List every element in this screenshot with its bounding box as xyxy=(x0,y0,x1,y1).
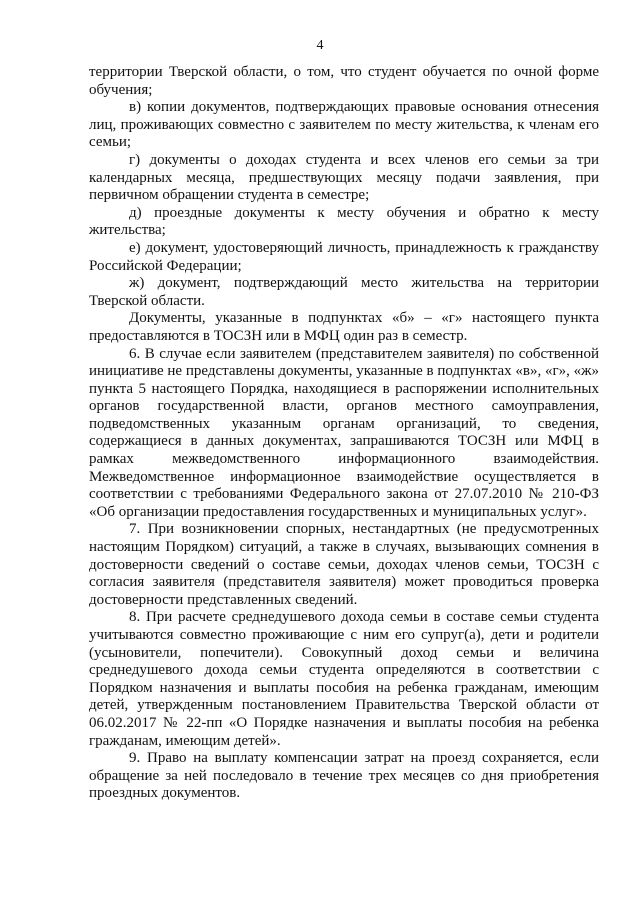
paragraph-clause-6: 6. В случае если заявителем (представителем заявителя) по собственной инициативе не представлены документы, указанные в подпунктах «в», «г», «ж» пункта 5 настоящего Порядка, находящиеся в распоряжении исполнительных органов государственной власти, органов местного самоуправления, подведомственных указанным органам организаций, то сведения, содержащиеся в данных документах, запрашиваются ТОСЗН или МФЦ в рамках межведомственного информационного взаимодействия. Межведомственное информационное взаимодействие осуществляется в соответствии с требованиями Федерального закона от 27.07.2010 № 210-ФЗ «Об организации предоставления государственных и муниципальных услуг». xyxy=(89,345,599,520)
paragraph-clause-9: 9. Право на выплату компенсации затрат на проезд сохраняется, если обращение за ней последовало в течение трех месяцев со дня приобретения проездных документов. xyxy=(89,750,599,802)
paragraph-clause-7: 7. При возникновении спорных, нестандартных (не предусмотренных настоящим Порядком) ситуаций, а также в случаях, вызывающих сомнения в достоверности сведений о составе семьи, доходах членов семьи, ТОСЗН с согласия заявителя (представителя заявителя) может проводиться проверка достоверности представленных сведений. xyxy=(89,521,599,608)
document-body xyxy=(89,64,599,803)
paragraph-item-e: е) документ, удостоверяющий личность, принадлежность к гражданству Российской Федерации; xyxy=(89,239,599,274)
paragraph-clause-8: 8. При расчете среднедушевого дохода семьи в составе семьи студента учитываются совместно проживающие с ним его супруг(а), дети и родители (усыновители, попечители). Совокупный доход семьи и величина среднедушевого дохода семьи студента определяются в соответствии с Порядком назначения и выплаты пособия на ребенка гражданам, имеющим детей, утвержденным постановлением Правительства Тверской области от 06.02.2017 № 22-пп «О Порядке назначения и выплаты пособия на ребенка гражданам, имеющим детей». xyxy=(89,609,599,749)
paragraph-continuation: территории Тверской области, о том, что студент обучается по очной форме обучения; xyxy=(89,64,599,98)
paragraph-item-d: д) проездные документы к месту обучения и обратно к месту жительства; xyxy=(89,204,599,239)
paragraph-documents-note: Документы, указанные в подпунктах «б» – «г» настоящего пункта предоставляются в ТОСЗН или в МФЦ один раз в семестр. xyxy=(89,310,599,344)
page-number: 4 xyxy=(316,38,324,53)
paragraph-item-g: г) документы о доходах студента и всех членов его семьи за три календарных месяца, предшествующих месяцу подачи заявления, при первичном обращении студента в семестре; xyxy=(89,151,599,204)
paragraph-item-zh: ж) документ, подтверждающий место жительства на территории Тверской области. xyxy=(89,275,599,309)
paragraph-item-v: в) копии документов, подтверждающих правовые основания отнесения лиц, проживающих совместно с заявителем по месту жительства, к членам его семьи; xyxy=(89,99,599,151)
